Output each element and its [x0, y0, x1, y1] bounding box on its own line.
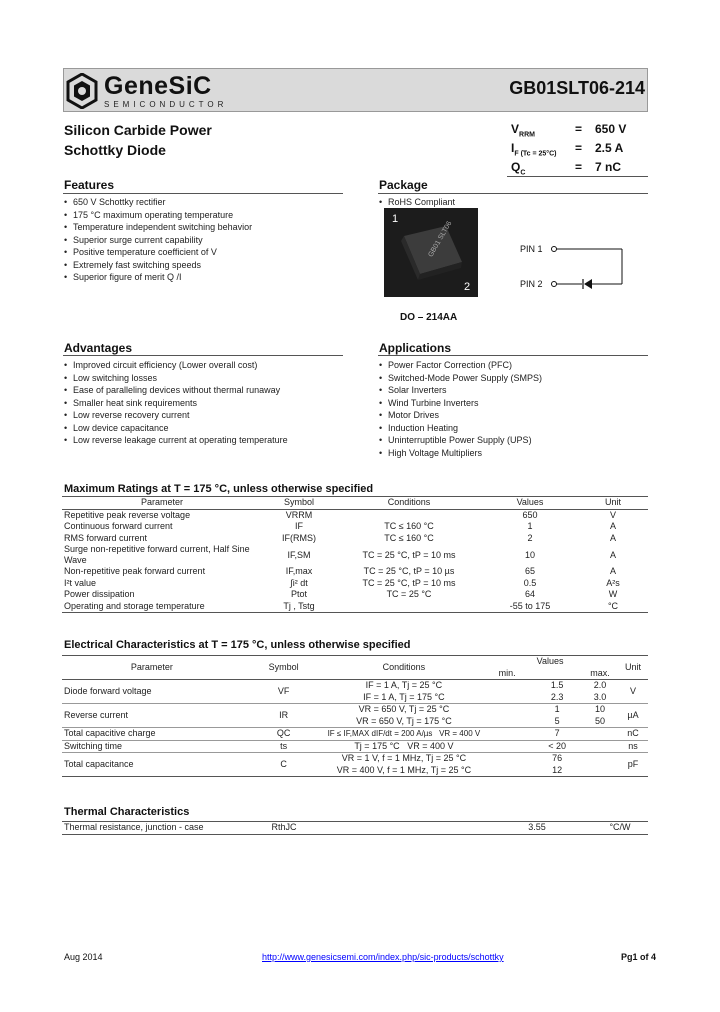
part-number: GB01SLT06-214 — [509, 78, 645, 98]
features-title: Features — [64, 178, 115, 192]
list-item: • Extremely fast switching speeds — [64, 259, 252, 272]
package-photo — [384, 208, 478, 297]
table-row: Total capacitive charge QC IF ≤ IF,MAX dIF/dt = 200 A/µs VR = 400 V 7 nC — [62, 728, 648, 741]
table-row: IF = 1 A, Tj = 175 °C 2.3 3.0 — [62, 692, 648, 704]
thermal-title: Thermal Characteristics — [64, 806, 190, 818]
pin1-label: PIN 1 — [520, 244, 543, 254]
applications-rule — [378, 355, 648, 356]
package-list — [379, 196, 455, 209]
title-line-1: Silicon Carbide Power — [64, 122, 212, 138]
package-name: DO – 214AA — [400, 312, 458, 323]
list-item: • Positive temperature coefficient of V — [64, 246, 252, 259]
max-ratings-title: Maximum Ratings at T = 175 °C, unless otherwise specified — [64, 483, 374, 495]
advantages-list — [64, 359, 288, 447]
list-item: • Motor Drives — [379, 409, 542, 422]
document-title — [64, 120, 364, 160]
table-row: Switching time ts Tj = 175 °C VR = 400 V < 20 ns — [62, 740, 648, 753]
table-row: Reverse current IR VR = 650 V, Tj = 25 °C 1 10 µA — [64, 704, 639, 720]
table-header-row: Parameter Symbol Conditions Values Unit — [62, 656, 648, 668]
table-row: VR = 650 V, Tj = 175 °C 5 50 — [62, 716, 648, 728]
list-item: • Solar Inverters — [379, 384, 542, 397]
electrical-table — [62, 655, 648, 777]
list-item: • Low reverse recovery current — [64, 409, 288, 422]
list-item: • Superior figure of merit Q /I — [64, 271, 252, 284]
table-subheader-row: min. max. — [62, 668, 648, 680]
list-item: • Wind Turbine Inverters — [379, 397, 542, 410]
package-rule — [378, 193, 648, 194]
pin-b-label: 2 — [464, 281, 471, 293]
features-rule — [63, 193, 343, 194]
thermal-table — [62, 821, 648, 835]
table-row: Continuous forward current IF TC ≤ 160 °C 1 A — [64, 521, 616, 532]
pin2-label: PIN 2 — [520, 279, 543, 289]
list-item: • Switched-Mode Power Supply (SMPS) — [379, 372, 542, 385]
list-item: • Smaller heat sink requirements — [64, 397, 288, 410]
package-marking: GB01 SLT06 — [427, 220, 454, 259]
electrical-title: Electrical Characteristics at T = 175 °C, unless otherwise specified — [64, 639, 411, 651]
page-number: Pg1 of 4 — [620, 952, 656, 962]
table-row: Power dissipation Ptot TC = 25 °C 64 W — [64, 589, 618, 600]
applications-list — [379, 359, 542, 459]
advantages-rule — [63, 355, 343, 356]
list-item: • Induction Heating — [379, 422, 542, 435]
table-row: I²t value ∫i² dt TC = 25 °C, tP = 10 ms 0.5 A²s — [64, 577, 620, 588]
table-row: Total capacitance C VR = 1 V, f = 1 MHz, Tj = 25 °C 76 pF — [64, 753, 639, 769]
table-row: RMS forward current IF(RMS) TC ≤ 160 °C 2 A — [64, 532, 616, 543]
table-row: Repetitive peak reverse voltage VRRM 650 V — [64, 509, 616, 520]
brand-name: GeneSiC — [104, 72, 212, 100]
key-specs: $V_{RRM}$ = 650 V $I_{F (Tc = 25^\circ C)}$ = 2.5 A $Q_C$ = 7 nC — [507, 120, 648, 177]
package-title: Package — [379, 178, 428, 192]
list-item: • Improved circuit efficiency (Lower overall cost) — [64, 359, 288, 372]
table-row: Thermal resistance, junction - case RthJC 3.55 °C/W — [64, 822, 631, 833]
list-item: • 175 °C maximum operating temperature — [64, 209, 252, 222]
footer-date: Aug 2014 — [64, 952, 103, 962]
pin-a-label: 1 — [392, 213, 399, 225]
features-list — [64, 196, 252, 284]
table-row: Diode forward voltage VF IF = 1 A, Tj = 25 °C 1.5 2.0 V — [64, 680, 636, 696]
list-item: • 650 V Schottky rectifier — [64, 196, 252, 209]
list-item: • Temperature independent switching behavior — [64, 221, 252, 234]
list-item: • Ease of paralleling devices without thermal runaway — [64, 384, 288, 397]
list-item: • Low reverse leakage current at operating temperature — [64, 434, 288, 447]
max-ratings-table — [62, 496, 648, 613]
list-item: • Superior surge current capability — [64, 234, 252, 247]
diode-schematic-icon — [516, 238, 628, 294]
list-item: • High Voltage Multipliers — [379, 447, 542, 460]
footer-link[interactable]: http://www.genesicsemi.com/index.php/sic-products/schottky — [262, 952, 504, 962]
table-row: VR = 400 V, f = 1 MHz, Tj = 25 °C 12 — [62, 765, 648, 777]
advantages-title: Advantages — [64, 341, 133, 355]
table-row: Surge non-repetitive forward current, Half Sine Wave IF,SM TC = 25 °C, tP = 10 ms 10 A — [64, 544, 616, 565]
list-item: • Low switching losses — [64, 372, 288, 385]
table-row: Operating and storage temperature Tj , Tstg -55 to 175 °C — [62, 601, 648, 613]
list-item: • Power Factor Correction (PFC) — [379, 359, 542, 372]
list-item: • RoHS Compliant — [379, 196, 455, 209]
list-item: • Low device capacitance — [64, 422, 288, 435]
applications-title: Applications — [379, 341, 452, 355]
table-header-row: Parameter Symbol Conditions Values Unit — [62, 497, 648, 510]
title-line-2: Schottky Diode — [64, 142, 166, 158]
genesic-logo-icon — [66, 73, 98, 109]
brand-subtitle: SEMICONDUCTOR — [104, 100, 228, 109]
table-row: Non-repetitive peak forward current IF,max TC = 25 °C, tP = 10 µs 65 A — [64, 566, 616, 577]
list-item: • Uninterruptible Power Supply (UPS) — [379, 434, 542, 447]
